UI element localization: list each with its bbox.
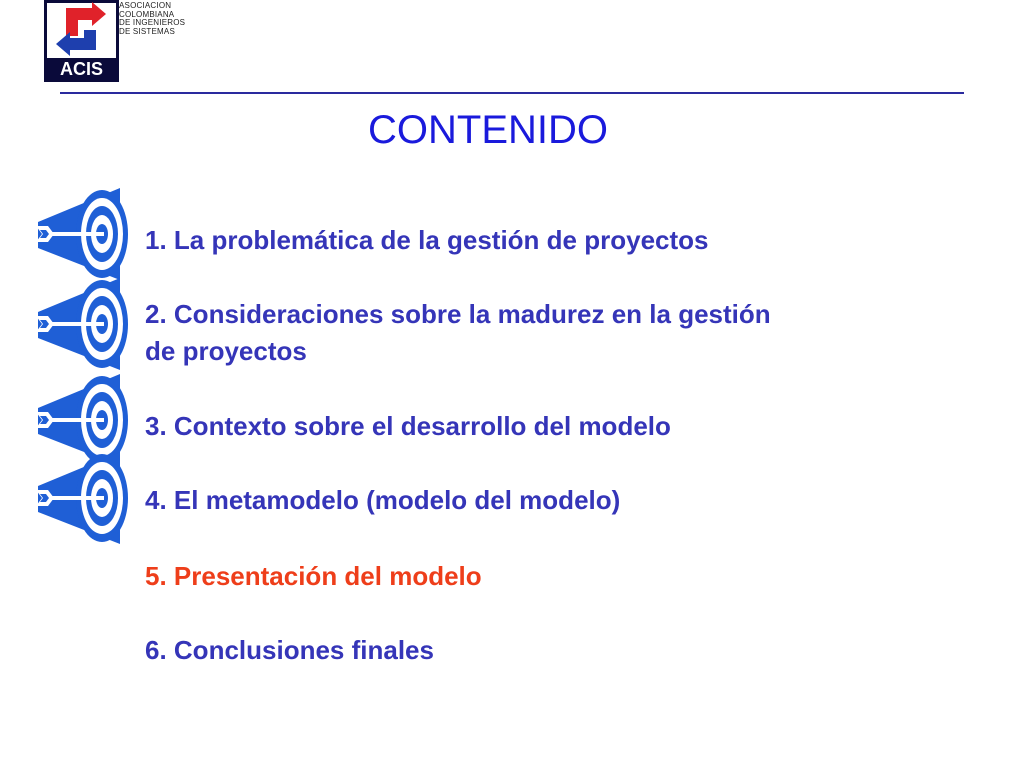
target-arrow-icon (36, 278, 128, 370)
logo-label: ACIS (59, 59, 104, 79)
target-icons (30, 186, 140, 548)
agenda-item-4: 4. El metamodelo (modelo del modelo) (145, 485, 621, 515)
agenda-item-3: 3. Contexto sobre el desarrollo del modelo (145, 411, 671, 441)
target-arrow-icon (36, 374, 128, 466)
acis-logo (44, 0, 119, 82)
agenda-item-5: 5. Presentación del modelo (145, 561, 482, 591)
agenda-item-6: 6. Conclusiones finales (145, 635, 434, 665)
logo-caption: ASOCIACION COLOMBIANA DE INGENIEROS DE SISTEMAS (119, 1, 186, 36)
page-title: CONTENIDO (368, 108, 608, 152)
header-divider (60, 92, 964, 94)
target-arrow-icon (36, 188, 128, 280)
agenda-item-2: 2. Consideraciones sobre la madurez en la gestión de proyectos (145, 299, 771, 366)
target-arrow-icon (36, 452, 128, 544)
agenda-item-1: 1. La problemática de la gestión de proyectos (145, 225, 709, 255)
